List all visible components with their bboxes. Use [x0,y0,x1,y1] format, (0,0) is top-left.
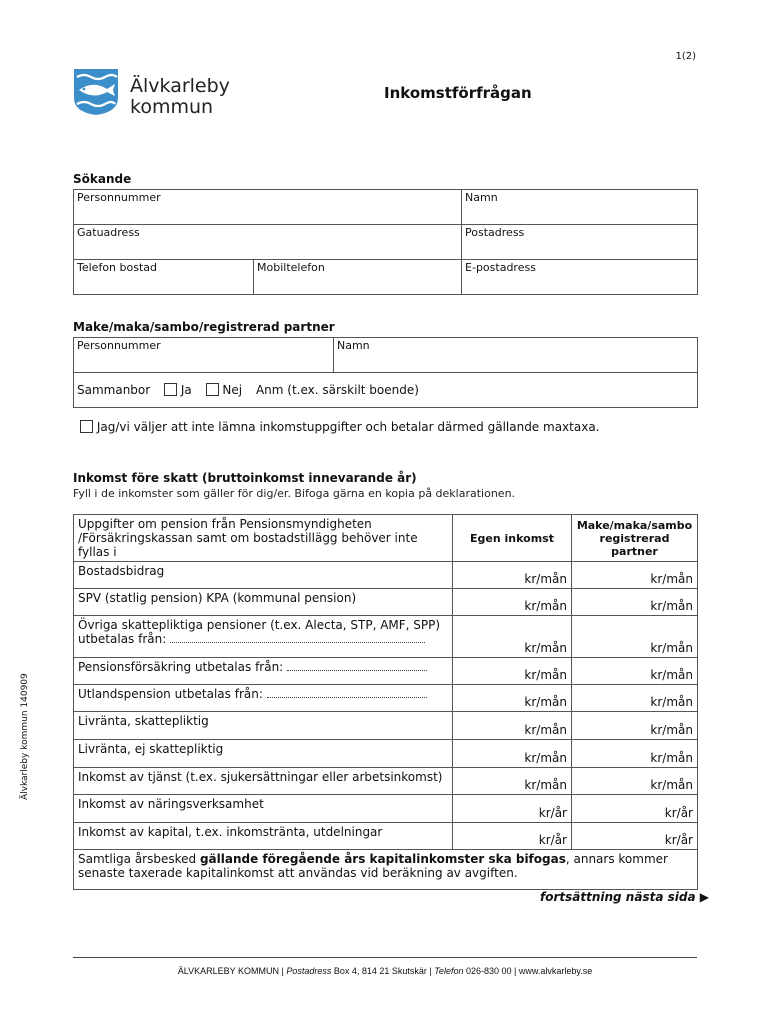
applicant-telefon-field[interactable]: Telefon bostad [74,260,254,295]
row-label: SPV (statlig pension) KPA (kommunal pension) [74,589,453,616]
row-label: Utlandspension utbetalas från: [74,685,453,712]
own-amount-field[interactable]: kr/mån [453,740,572,768]
partner-amount-field[interactable]: kr/mån [572,740,698,768]
row-label: Livränta, ej skattepliktig [74,740,453,768]
sammanbor-label: Sammanbor [77,383,151,397]
own-amount-field[interactable]: kr/mån [453,616,572,658]
applicant-personnummer-field[interactable]: Personnummer [74,190,462,225]
row-label: Övriga skattepliktiga pensioner (t.ex. Alecta, STP, AMF, SPP) utbetalas från: [74,616,453,658]
page-title: Inkomstförfrågan [384,84,532,102]
partner-table [73,337,698,408]
own-amount-field[interactable]: kr/mån [453,658,572,685]
side-reference: Älvkarleby kommun 140909 [20,673,30,800]
partner-namn-field[interactable]: Namn [334,338,698,373]
applicant-postadress-field[interactable]: Postadress [462,225,698,260]
maxtaxa-label: Jag/vi väljer att inte lämna inkomstuppgifter och betalar därmed gällande maxtaxa. [96,420,600,434]
col-partner-header: Make/maka/sambo registrerad partner [572,515,698,562]
fill-line[interactable] [170,635,425,643]
income-subheading: Fyll i de inkomster som gäller för dig/er. Bifoga gärna en kopia på deklarationen. [73,487,516,500]
partner-amount-field[interactable]: kr/mån [572,658,698,685]
maxtaxa-row [80,420,599,434]
partner-amount-field[interactable]: kr/år [572,823,698,850]
own-amount-field[interactable]: kr/år [453,823,572,850]
income-intro: Uppgifter om pension från Pensionsmyndigheten /Försäkringskassan samt om bostadstillägg behöver inte fyllas i [74,515,453,562]
continue-next-page: fortsättning nästa sida ▶ [540,890,709,904]
own-amount-field[interactable]: kr/mån [453,589,572,616]
own-amount-field[interactable]: kr/år [453,795,572,823]
applicant-mobil-field[interactable]: Mobiltelefon [254,260,462,295]
page-number: 1(2) [675,51,696,62]
footer-website-link[interactable]: www.alvkarleby.se [518,966,593,976]
applicant-table [73,189,698,295]
partner-amount-field[interactable]: kr/mån [572,685,698,712]
applicant-epost-field[interactable]: E-postadress [462,260,698,295]
row-label: Inkomst av tjänst (t.ex. sjukersättningar eller arbetsinkomst) [74,768,453,795]
sammanbor-row [74,373,698,408]
capital-income-note: Samtliga årsbesked gällande föregående års kapitalinkomster ska bifogas, annars kommer senaste taxerade kapitalinkomst att användas vid beräkning av avgiften. [74,850,698,890]
own-amount-field[interactable]: kr/mån [453,562,572,589]
row-label: Bostadsbidrag [74,562,453,589]
org-name-line1: Älvkarleby [130,75,230,97]
row-label: Livränta, skattepliktig [74,712,453,740]
fill-line[interactable] [267,690,427,698]
checkbox-maxtaxa[interactable] [80,420,93,433]
footer-divider [73,957,697,958]
partner-heading: Make/maka/sambo/registrerad partner [73,320,335,334]
partner-amount-field[interactable]: kr/mån [572,562,698,589]
row-label: Pensionsförsäkring utbetalas från: [74,658,453,685]
footer: ÄLVKARLEBY KOMMUN | Postadress Box 4, 814 21 Skutskär | Telefon 026-830 00 | www.alvkarleby.se [177,966,593,976]
own-amount-field[interactable]: kr/mån [453,685,572,712]
coat-of-arms-fish-icon [73,68,119,116]
ja-label: Ja [180,383,192,397]
own-amount-field[interactable]: kr/mån [453,712,572,740]
checkbox-nej[interactable] [206,383,219,396]
checkbox-ja[interactable] [164,383,177,396]
applicant-gatuadress-field[interactable]: Gatuadress [74,225,462,260]
row-label: Inkomst av näringsverksamhet [74,795,453,823]
income-heading: Inkomst före skatt (bruttoinkomst innevarande år) [73,471,417,485]
anm-label: Anm (t.ex. särskilt boende) [255,383,419,397]
income-table [73,514,698,890]
partner-personnummer-field[interactable]: Personnummer [74,338,334,373]
row-label: Inkomst av kapital, t.ex. inkomstränta, utdelningar [74,823,453,850]
col-own-header: Egen inkomst [453,515,572,562]
partner-amount-field[interactable]: kr/mån [572,768,698,795]
own-amount-field[interactable]: kr/mån [453,768,572,795]
partner-amount-field[interactable]: kr/mån [572,589,698,616]
org-name-line2: kommun [130,96,214,118]
applicant-heading: Sökande [73,172,132,186]
partner-amount-field[interactable]: kr/år [572,795,698,823]
partner-amount-field[interactable]: kr/mån [572,616,698,658]
applicant-namn-field[interactable]: Namn [462,190,698,225]
partner-amount-field[interactable]: kr/mån [572,712,698,740]
fill-line[interactable] [287,663,427,671]
nej-label: Nej [222,383,243,397]
